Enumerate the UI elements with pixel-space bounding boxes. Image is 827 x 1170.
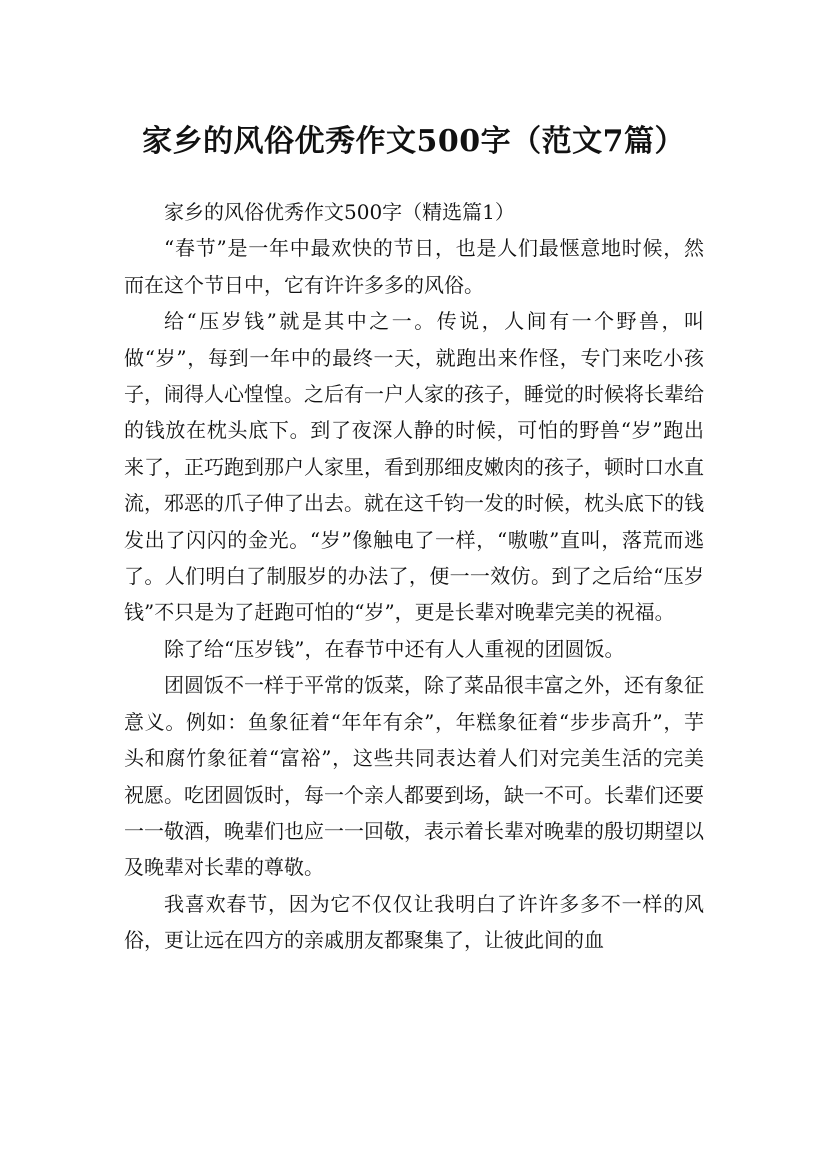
paragraph: “春节”是一年中最欢快的节日，也是人们最惬意地时候，然而在这个节日中，它有许许多多的风俗。 <box>124 236 704 297</box>
paragraph-subtitle: 家乡的风俗优秀作文500字（精选篇1） <box>164 200 515 224</box>
paragraph: 给“压岁钱”就是其中之一。传说，人间有一个野兽，叫做“岁”，每到一年中的最终一天，就跑出来作怪，专门来吃小孩子，闹得人心惶惶。之后有一户人家的孩子，睡觉的时候将长辈给的钱放在枕头底下。到了夜深人静的时候，可怕的野兽“岁”跑出来了，正巧跑到那户人家里，看到那细皮嫩肉的孩子，顿时口水直流，邪恶的爪子伸了出去。就在这千钧一发的时候，枕头底下的钱发出了闪闪的金光。“岁”像触电了一样，“嗷嗷”直叫，落荒而逃了。人们明白了制服岁的办法了，便一一效仿。到了之后给“压岁钱”不只是为了赶跑可怕的“岁”，更是长辈对晚辈完美的祝福。 <box>124 309 704 625</box>
paragraph: 除了给“压岁钱”，在春节中还有人人重视的团圆饭。 <box>164 636 625 661</box>
paragraph: 我喜欢春节，因为它不仅仅让我明白了许许多多不一样的风俗，更让远在四方的亲戚朋友都聚集了，让彼此间的血 <box>124 891 704 953</box>
document-title: 家乡的风俗优秀作文500字（范文7篇） <box>142 124 685 160</box>
paragraph: 团圆饭不一样于平常的饭菜，除了菜品很丰富之外，还有象征意义。例如：鱼象征着“年年有余”，年糕象征着“步步高升”，芋头和腐竹象征着“富裕”，这些共同表达着人们对完美生活的完美祝愿。吃团圆饭时，每一个亲人都要到场，缺一不可。长辈们还要一一敬酒，晚辈们也应一一回敬，表示着长辈对晚辈的殷切期望以及晚辈对长辈的尊敬。 <box>124 673 704 880</box>
document-body <box>124 194 704 959</box>
